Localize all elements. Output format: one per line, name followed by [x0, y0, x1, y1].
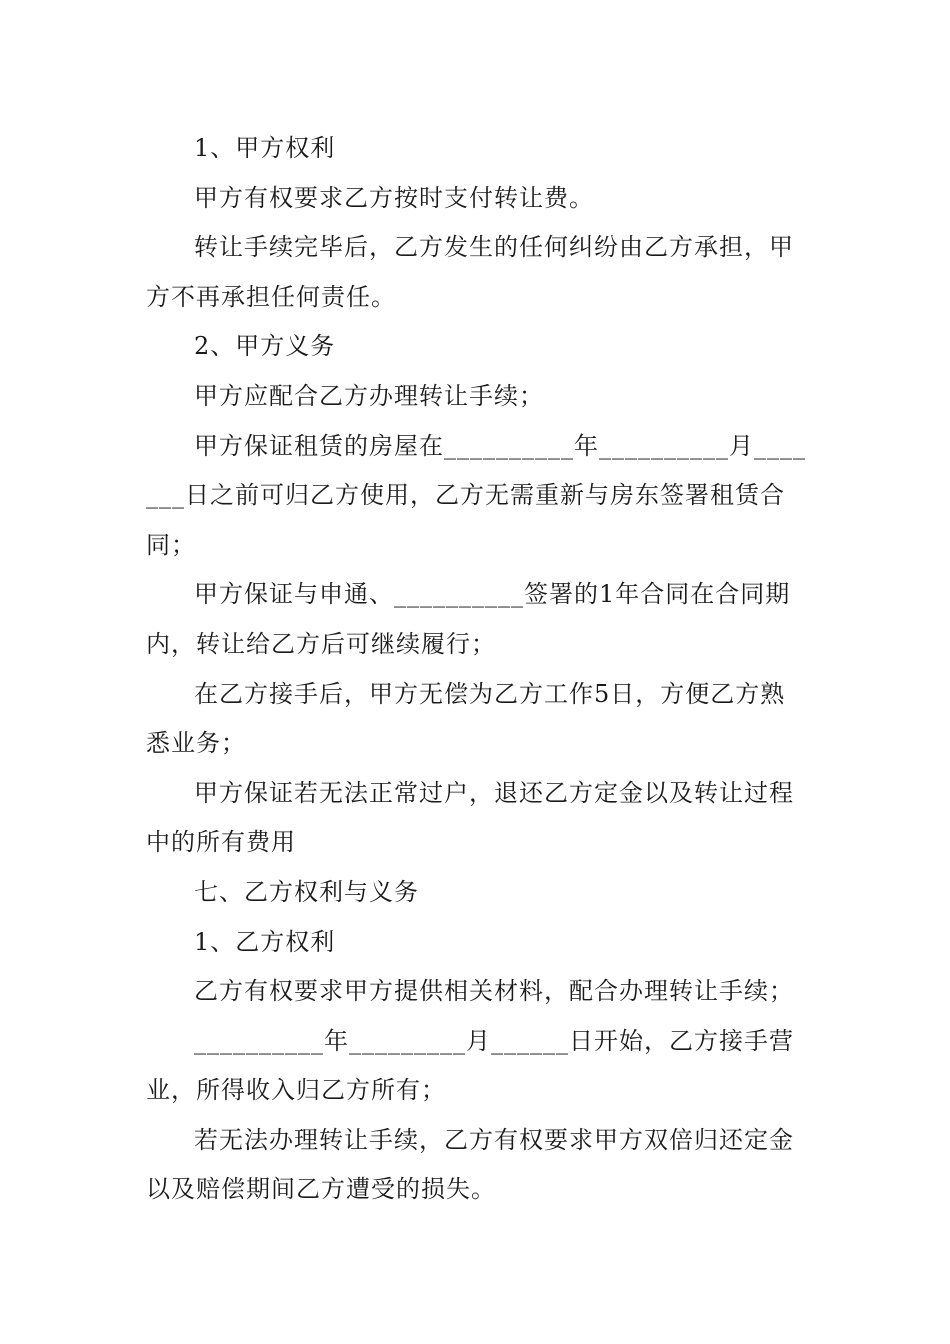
- section-heading: 七、乙方权利与义务: [194, 877, 419, 906]
- paragraph: 甲方保证租赁的房屋在__________年__________月_______日之前可归乙方使用，乙方无需重新与房东签署租赁合同；: [146, 431, 806, 559]
- paragraph: 转让手续完毕后，乙方发生的任何纠纷由乙方承担，甲方不再承担任何责任。: [146, 233, 794, 311]
- paragraph: 在乙方接手后，甲方无偿为乙方工作5日，方便乙方熟悉业务；: [146, 679, 786, 758]
- document-body: [146, 124, 810, 1215]
- section-heading: 1、甲方权利: [194, 134, 336, 162]
- paragraph: 甲方保证与申通、__________签署的1年合同在合同期内，转让给乙方后可继续履行；: [146, 580, 791, 658]
- paragraph: 乙方有权要求甲方提供相关材料，配合办理转让手续；: [194, 977, 794, 1006]
- paragraph: 甲方有权要求乙方按时支付转让费。: [194, 183, 594, 212]
- paragraph: 甲方保证若无法正常过户，退还乙方定金以及转让过程中的所有费用: [146, 778, 794, 857]
- section-heading: 2、甲方义务: [194, 332, 336, 361]
- paragraph: 若无法办理转让手续，乙方有权要求甲方双倍归还定金以及赔偿期间乙方遭受的损失。: [146, 1125, 794, 1204]
- paragraph: 甲方应配合乙方办理转让手续；: [194, 381, 544, 410]
- paragraph: __________年_________月______日开始，乙方接手营业，所得收入归乙方所有；: [146, 1026, 794, 1105]
- section-heading: 1、乙方权利: [194, 927, 336, 956]
